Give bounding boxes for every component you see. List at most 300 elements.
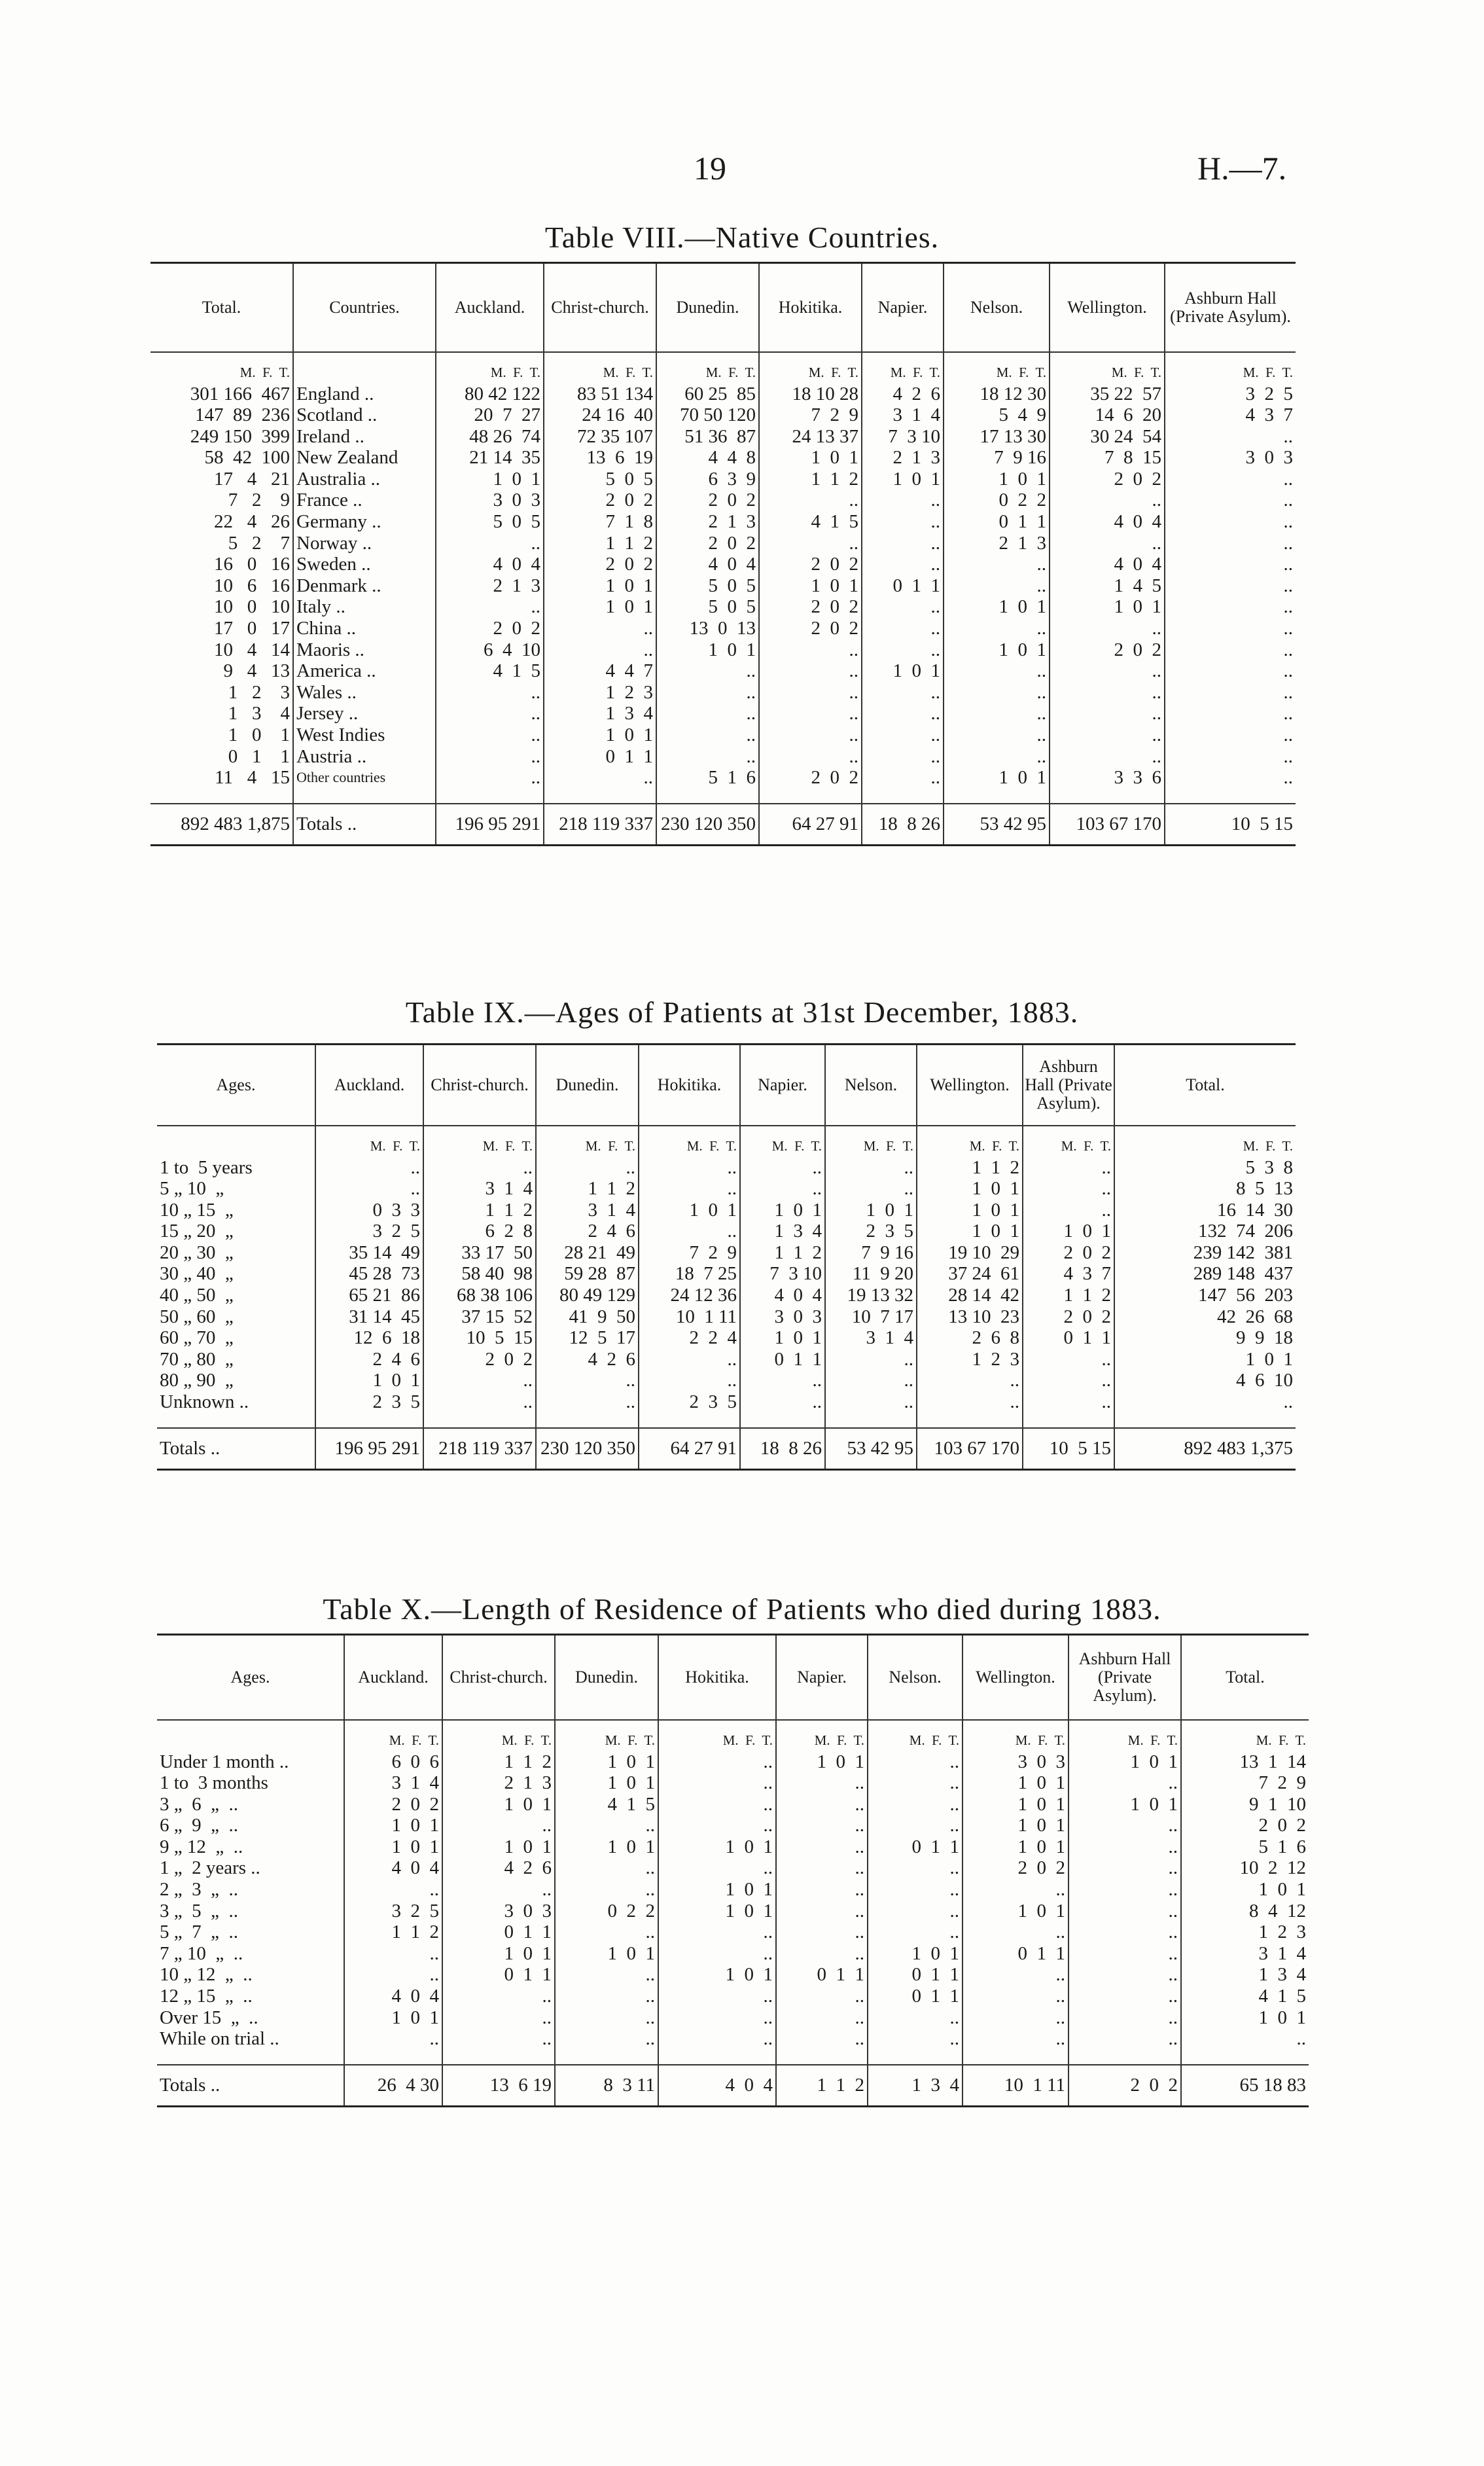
table-cell: Scotland .. xyxy=(293,404,436,426)
table-cell: .. xyxy=(759,533,862,554)
table-cell: 3 0 3 xyxy=(963,1751,1069,1773)
header-total: Total. xyxy=(150,263,293,352)
table-row xyxy=(157,1349,1296,1370)
table-cell: .. xyxy=(536,1370,639,1391)
table-cell: .. xyxy=(759,724,862,746)
table-cell: 1 4 5 xyxy=(1050,575,1165,597)
table-cell: 4 1 5 xyxy=(555,1794,658,1815)
table-10-length-of-residence xyxy=(157,1634,1309,2107)
table-cell: 1 0 1 xyxy=(1069,1794,1181,1815)
table-cell: .. xyxy=(442,1815,555,1836)
table-cell: 1 1 2 xyxy=(544,533,656,554)
table-cell: 1 0 1 xyxy=(944,596,1050,618)
table-cell: Jersey .. xyxy=(293,703,436,724)
table-row xyxy=(150,426,1296,448)
table-cell: .. xyxy=(862,618,944,639)
mft-header-row xyxy=(157,1720,1309,1751)
table-cell: 5 „ 10 „ xyxy=(160,1178,224,1200)
header-hokitika: Hokitika. xyxy=(759,263,862,352)
table-row xyxy=(157,1370,1296,1391)
table-row xyxy=(157,1901,1309,1922)
table-cell: 4 3 7 xyxy=(1023,1263,1114,1285)
table-cell: 289 148 437 xyxy=(1114,1263,1296,1285)
table-cell: .. xyxy=(436,767,544,789)
table-cell: 218 119 337 xyxy=(423,1428,536,1470)
table-cell: .. xyxy=(740,1370,825,1391)
table-cell: .. xyxy=(776,1815,868,1836)
table-cell xyxy=(1069,2050,1181,2065)
table-cell: 11 4 15 xyxy=(215,767,290,789)
table-cell: .. xyxy=(658,1815,776,1836)
table-cell: .. xyxy=(658,2028,776,2050)
table-cell: .. xyxy=(776,1943,868,1965)
table-cell: 18 12 30 xyxy=(944,384,1050,405)
table-cell: Other countries xyxy=(293,767,436,789)
table-cell: .. xyxy=(423,1370,536,1391)
table-cell: 0 3 3 xyxy=(315,1200,423,1221)
table-cell: 17 0 17 xyxy=(214,618,290,639)
table-cell: 0 1 1 xyxy=(868,1964,963,1986)
table-cell: .. xyxy=(862,490,944,511)
table-cell: France .. xyxy=(293,490,436,511)
table-cell: .. xyxy=(868,2007,963,2029)
table-cell xyxy=(442,2050,555,2065)
table-cell: 64 27 91 xyxy=(639,1428,740,1470)
table-cell xyxy=(293,789,436,804)
header-hokitika: Hokitika. xyxy=(658,1635,776,1720)
table-cell: 1 0 1 xyxy=(555,1836,658,1858)
table-row xyxy=(150,511,1296,533)
table-cell: .. xyxy=(1165,618,1296,639)
table-cell: M. F. T. xyxy=(759,352,862,384)
table-cell: M. F. T. xyxy=(656,352,759,384)
table-cell: 1 0 1 xyxy=(862,660,944,682)
table-cell: 45 28 73 xyxy=(315,1263,423,1285)
table-cell: 68 38 106 xyxy=(423,1285,536,1306)
table-cell: 6 0 6 xyxy=(344,1751,442,1773)
table-cell: .. xyxy=(436,724,544,746)
table-cell xyxy=(825,1413,917,1428)
table-cell: .. xyxy=(1069,2007,1181,2029)
table-cell: 65 21 86 xyxy=(315,1285,423,1306)
table-cell: 1 0 1 xyxy=(862,469,944,490)
table-cell: 4 4 8 xyxy=(656,447,759,469)
table-cell: .. xyxy=(862,746,944,768)
table-cell: 10 7 17 xyxy=(825,1306,917,1328)
table-cell: .. xyxy=(1165,469,1296,490)
table-cell xyxy=(656,789,759,804)
table-cell: 4 2 6 xyxy=(536,1349,639,1370)
table-row xyxy=(157,1794,1309,1815)
row-spacer xyxy=(157,1413,1296,1428)
table-cell: M. F. T. xyxy=(1069,1720,1181,1751)
table-cell: New Zealand xyxy=(293,447,436,469)
mft-header-row xyxy=(150,352,1296,384)
table-cell: 12 6 18 xyxy=(315,1327,423,1349)
table-cell: .. xyxy=(1069,1943,1181,1965)
table-cell: 4 1 5 xyxy=(436,660,544,682)
table-cell: 2 0 2 xyxy=(1023,1306,1114,1328)
table-row xyxy=(150,575,1296,597)
table-cell: 24 12 36 xyxy=(639,1285,740,1306)
table-cell: 1 0 1 xyxy=(544,596,656,618)
table-cell: 147 89 236 xyxy=(195,404,290,426)
table-cell: 1 0 1 xyxy=(344,1815,442,1836)
table-cell: 892 483 1,375 xyxy=(1114,1428,1296,1470)
table-cell: 10 5 15 xyxy=(1165,804,1296,846)
table-cell: 4 0 4 xyxy=(658,2065,776,2107)
header-nelson: Nelson. xyxy=(868,1635,963,1720)
table-cell: .. xyxy=(1165,639,1296,661)
header-napier: Napier. xyxy=(862,263,944,352)
header-auckland: Auckland. xyxy=(344,1635,442,1720)
table-row xyxy=(157,1857,1309,1879)
table-cell: 1 0 1 xyxy=(442,1836,555,1858)
table-cell: Ireland .. xyxy=(293,426,436,448)
table-cell: M. F. T. xyxy=(862,352,944,384)
table-cell: .. xyxy=(555,1986,658,2007)
table-cell: .. xyxy=(1023,1349,1114,1370)
table-row xyxy=(157,1943,1309,1965)
table-cell: 7 2 9 xyxy=(759,404,862,426)
table-cell: 1 0 1 xyxy=(228,724,290,745)
table-cell: 17 13 30 xyxy=(944,426,1050,448)
table-cell: .. xyxy=(658,1772,776,1794)
table-cell: 48 26 74 xyxy=(436,426,544,448)
table-cell: 7 2 9 xyxy=(639,1242,740,1264)
table-cell: 1 0 1 xyxy=(963,1815,1069,1836)
table-cell: 1 0 1 xyxy=(658,1836,776,1858)
table-cell: 3 2 5 xyxy=(315,1221,423,1242)
table-cell: .. xyxy=(1069,1857,1181,1879)
table-cell: 1 1 2 xyxy=(759,469,862,490)
header-napier: Napier. xyxy=(740,1045,825,1126)
table-cell: 132 74 206 xyxy=(1114,1221,1296,1242)
table-cell: .. xyxy=(639,1349,740,1370)
table-cell: 7 8 15 xyxy=(1050,447,1165,469)
table-cell xyxy=(740,1413,825,1428)
table-cell: 1 0 1 xyxy=(917,1178,1023,1200)
table-cell: .. xyxy=(963,1879,1069,1901)
table-cell: 1 0 1 xyxy=(344,1836,442,1858)
table-cell: .. xyxy=(862,639,944,661)
table-cell: 8 4 12 xyxy=(1181,1901,1309,1922)
table-cell: M. F. T. xyxy=(825,1126,917,1157)
table-cell: M. F. T. xyxy=(436,352,544,384)
table-cell: 58 42 100 xyxy=(204,447,290,469)
table-cell: 58 40 98 xyxy=(423,1263,536,1285)
table-cell: 10 „ 12 „ .. xyxy=(160,1964,253,1986)
table-cell: .. xyxy=(1050,724,1165,746)
table-cell: .. xyxy=(862,724,944,746)
table-cell: 5 4 9 xyxy=(944,404,1050,426)
table-cell: 37 24 61 xyxy=(917,1263,1023,1285)
table-cell: .. xyxy=(776,1901,868,1922)
table-cell: While on trial .. xyxy=(160,2028,279,2050)
table-row xyxy=(157,2028,1309,2050)
table-cell: 147 56 203 xyxy=(1114,1285,1296,1306)
table-cell: 1 3 4 xyxy=(544,703,656,724)
table-cell: 37 15 52 xyxy=(423,1306,536,1328)
table-cell: 21 14 35 xyxy=(436,447,544,469)
table-cell: .. xyxy=(1165,682,1296,704)
table-row xyxy=(150,554,1296,575)
table-cell: 5 3 8 xyxy=(1114,1157,1296,1179)
table-row xyxy=(157,1986,1309,2007)
table-cell: 11 9 20 xyxy=(825,1263,917,1285)
table-cell: 1 0 1 xyxy=(658,1879,776,1901)
table-cell: 4 0 4 xyxy=(1050,511,1165,533)
table-cell: .. xyxy=(776,2007,868,2029)
table-cell: .. xyxy=(1023,1200,1114,1221)
table-cell: M. F. T. xyxy=(1050,352,1165,384)
table-cell: 1 0 1 xyxy=(442,1794,555,1815)
table-cell: .. xyxy=(658,2007,776,2029)
table-cell: 72 35 107 xyxy=(544,426,656,448)
table-cell: 3 „ 5 „ .. xyxy=(160,1900,238,1921)
table-cell: .. xyxy=(825,1370,917,1391)
table-cell: M. F. T. xyxy=(423,1126,536,1157)
row-spacer xyxy=(150,789,1296,804)
table-cell: 2 2 4 xyxy=(639,1327,740,1349)
table-cell: 1 0 1 xyxy=(544,724,656,746)
table-cell: .. xyxy=(344,1879,442,1901)
table-cell: Totals .. xyxy=(293,804,436,846)
table-cell: .. xyxy=(658,1921,776,1943)
table-cell: 13 10 23 xyxy=(917,1306,1023,1328)
table-cell: 103 67 170 xyxy=(1050,804,1165,846)
table-cell: M. F. T. xyxy=(239,364,290,380)
table-cell: .. xyxy=(344,1943,442,1965)
table-cell: 2 0 2 xyxy=(759,767,862,789)
table-cell: 14 6 20 xyxy=(1050,404,1165,426)
table-cell: 2 1 3 xyxy=(442,1772,555,1794)
table-cell: 3 1 4 xyxy=(862,404,944,426)
table-cell: 1 0 1 xyxy=(917,1221,1023,1242)
table-cell: 1 0 1 xyxy=(658,1964,776,1986)
table-row xyxy=(150,703,1296,724)
table-cell xyxy=(868,2050,963,2065)
table-cell: 0 1 1 xyxy=(776,1964,868,1986)
header-christchurch: Christ-church. xyxy=(544,263,656,352)
table-cell: M. F. T. xyxy=(344,1720,442,1751)
header-napier: Napier. xyxy=(776,1635,868,1720)
table-cell: .. xyxy=(1165,703,1296,724)
table-cell: 7 2 9 xyxy=(1181,1772,1309,1794)
table-cell xyxy=(1114,1413,1296,1428)
table-cell: .. xyxy=(825,1157,917,1179)
table-row xyxy=(150,639,1296,661)
table-cell: 2 0 2 xyxy=(544,554,656,575)
table-cell: .. xyxy=(555,1879,658,1901)
table-cell: 0 1 1 xyxy=(963,1943,1069,1965)
table-cell: .. xyxy=(1165,596,1296,618)
table-cell: .. xyxy=(639,1221,740,1242)
table-cell: .. xyxy=(1050,618,1165,639)
table-cell: 2 0 2 xyxy=(423,1349,536,1370)
table-cell: 4 0 4 xyxy=(344,1857,442,1879)
table-cell: M. F. T. xyxy=(1023,1126,1114,1157)
table-cell: 3 0 3 xyxy=(442,1901,555,1922)
table-cell: .. xyxy=(1114,1391,1296,1413)
table-cell: .. xyxy=(544,639,656,661)
table-cell: .. xyxy=(639,1178,740,1200)
table-cell: .. xyxy=(1050,682,1165,704)
table-cell: 1 2 3 xyxy=(228,681,290,703)
table-cell: 17 4 21 xyxy=(214,468,290,490)
table-cell: 892 483 1,875 xyxy=(150,804,293,846)
table-cell: .. xyxy=(1023,1178,1114,1200)
table-cell: 8 3 11 xyxy=(555,2065,658,2107)
table-cell: .. xyxy=(776,1879,868,1901)
table-cell: .. xyxy=(759,682,862,704)
table-cell: Maoris .. xyxy=(293,639,436,661)
table-cell: 5 0 5 xyxy=(656,575,759,597)
table-cell: 70 50 120 xyxy=(656,404,759,426)
table-cell xyxy=(759,789,862,804)
header-christchurch: Christ-church. xyxy=(442,1635,555,1720)
table-cell: .. xyxy=(868,1901,963,1922)
table-cell: .. xyxy=(436,746,544,768)
table-cell: .. xyxy=(917,1391,1023,1413)
table-row xyxy=(150,469,1296,490)
table-row xyxy=(150,767,1296,789)
table-cell: 4 0 4 xyxy=(436,554,544,575)
table-cell: 20 7 27 xyxy=(436,404,544,426)
table-cell: 4 6 10 xyxy=(1114,1370,1296,1391)
table-cell: 60 25 85 xyxy=(656,384,759,405)
table-cell: 4 3 7 xyxy=(1165,404,1296,426)
header-ashburn-hall: Ashburn Hall (Private Asylum). xyxy=(1165,263,1296,352)
table-cell: 0 1 1 xyxy=(442,1921,555,1943)
table-cell: 1 0 1 xyxy=(1023,1221,1114,1242)
table-cell: 10 „ 15 „ xyxy=(160,1199,234,1221)
table-cell: 2 0 2 xyxy=(1050,469,1165,490)
table-cell: 5 1 6 xyxy=(1181,1836,1309,1858)
table-cell: 1 0 1 xyxy=(1069,1751,1181,1773)
table-cell: .. xyxy=(740,1157,825,1179)
table-cell: 1 0 1 xyxy=(1114,1349,1296,1370)
table-row xyxy=(150,596,1296,618)
table-cell: 51 36 87 xyxy=(656,426,759,448)
table-cell: 218 119 337 xyxy=(544,804,656,846)
table-cell: .. xyxy=(658,1986,776,2007)
table-cell: 0 1 1 xyxy=(740,1349,825,1370)
table-cell: .. xyxy=(1165,490,1296,511)
table-cell: M. F. T. xyxy=(917,1126,1023,1157)
table-row xyxy=(157,1964,1309,1986)
table-cell: .. xyxy=(776,1772,868,1794)
table-row xyxy=(157,1772,1309,1794)
table-cell: 1 3 4 xyxy=(868,2065,963,2107)
table-row xyxy=(157,1285,1296,1306)
table-cell: .. xyxy=(1181,2028,1309,2050)
table-cell xyxy=(293,352,436,384)
table-cell: .. xyxy=(658,1943,776,1965)
table-cell: Under 1 month .. xyxy=(160,1751,289,1772)
table-cell: 0 1 1 xyxy=(862,575,944,597)
table-cell: .. xyxy=(1165,554,1296,575)
table-cell: .. xyxy=(1023,1370,1114,1391)
header-countries: Countries. xyxy=(293,263,436,352)
table-cell: 230 120 350 xyxy=(656,804,759,846)
table-cell: 1 3 4 xyxy=(740,1221,825,1242)
table-cell: M. F. T. xyxy=(536,1126,639,1157)
table-cell: 7 3 10 xyxy=(740,1263,825,1285)
table-cell: .. xyxy=(656,660,759,682)
header-wellington: Wellington. xyxy=(1050,263,1165,352)
table-cell: 1 1 2 xyxy=(536,1178,639,1200)
table-cell xyxy=(1050,789,1165,804)
table-cell: .. xyxy=(868,1815,963,1836)
table-cell: 3 2 5 xyxy=(1165,384,1296,405)
table-cell: .. xyxy=(759,639,862,661)
table-cell: .. xyxy=(776,1794,868,1815)
table-cell: .. xyxy=(776,1921,868,1943)
table-row xyxy=(150,746,1296,768)
table-cell: Norway .. xyxy=(293,533,436,554)
table-cell: Over 15 „ .. xyxy=(160,2007,258,2028)
table-cell: 301 166 467 xyxy=(190,383,290,404)
header-dunedin: Dunedin. xyxy=(555,1635,658,1720)
table-cell: .. xyxy=(862,511,944,533)
table-cell: 1 1 2 xyxy=(776,2065,868,2107)
table-cell: .. xyxy=(862,703,944,724)
table-cell: M. F. T. xyxy=(1114,1126,1296,1157)
table-cell: .. xyxy=(1069,1836,1181,1858)
table-cell: 9 4 13 xyxy=(223,660,290,682)
table-cell: 0 1 1 xyxy=(944,511,1050,533)
table-row xyxy=(157,1242,1296,1264)
table-cell xyxy=(544,789,656,804)
table-cell: .. xyxy=(759,660,862,682)
table-cell: .. xyxy=(944,746,1050,768)
table-cell: 2 4 6 xyxy=(315,1349,423,1370)
header-wellington: Wellington. xyxy=(917,1045,1023,1126)
table-cell: M. F. T. xyxy=(740,1126,825,1157)
table-row xyxy=(157,1200,1296,1221)
header-wellington: Wellington. xyxy=(963,1635,1069,1720)
mft-header-row xyxy=(157,1126,1296,1157)
table-cell: .. xyxy=(862,533,944,554)
table-cell: .. xyxy=(1069,1879,1181,1901)
table-cell: .. xyxy=(442,1879,555,1901)
table-cell: .. xyxy=(740,1178,825,1200)
table-8-native-countries xyxy=(150,262,1296,846)
table-cell xyxy=(639,1413,740,1428)
table-cell: 18 10 28 xyxy=(759,384,862,405)
table-cell: West Indies xyxy=(293,724,436,746)
table-cell: .. xyxy=(423,1391,536,1413)
table-cell: .. xyxy=(868,1751,963,1773)
table-cell: 1 0 1 xyxy=(1050,596,1165,618)
table-cell: 2 6 8 xyxy=(917,1327,1023,1349)
table-cell: .. xyxy=(1050,533,1165,554)
table-cell: .. xyxy=(862,554,944,575)
table-row xyxy=(150,384,1296,405)
table-cell: .. xyxy=(759,703,862,724)
table-cell: 196 95 291 xyxy=(315,1428,423,1470)
table-cell: 1 0 1 xyxy=(656,639,759,661)
table-cell: .. xyxy=(555,1921,658,1943)
table-cell: 1 0 1 xyxy=(825,1200,917,1221)
table-cell xyxy=(157,2050,344,2065)
table-cell: .. xyxy=(963,2007,1069,2029)
table-cell: 5 0 5 xyxy=(544,469,656,490)
table-cell: 4 0 4 xyxy=(740,1285,825,1306)
table-cell: 4 2 6 xyxy=(862,384,944,405)
table-cell: .. xyxy=(436,703,544,724)
